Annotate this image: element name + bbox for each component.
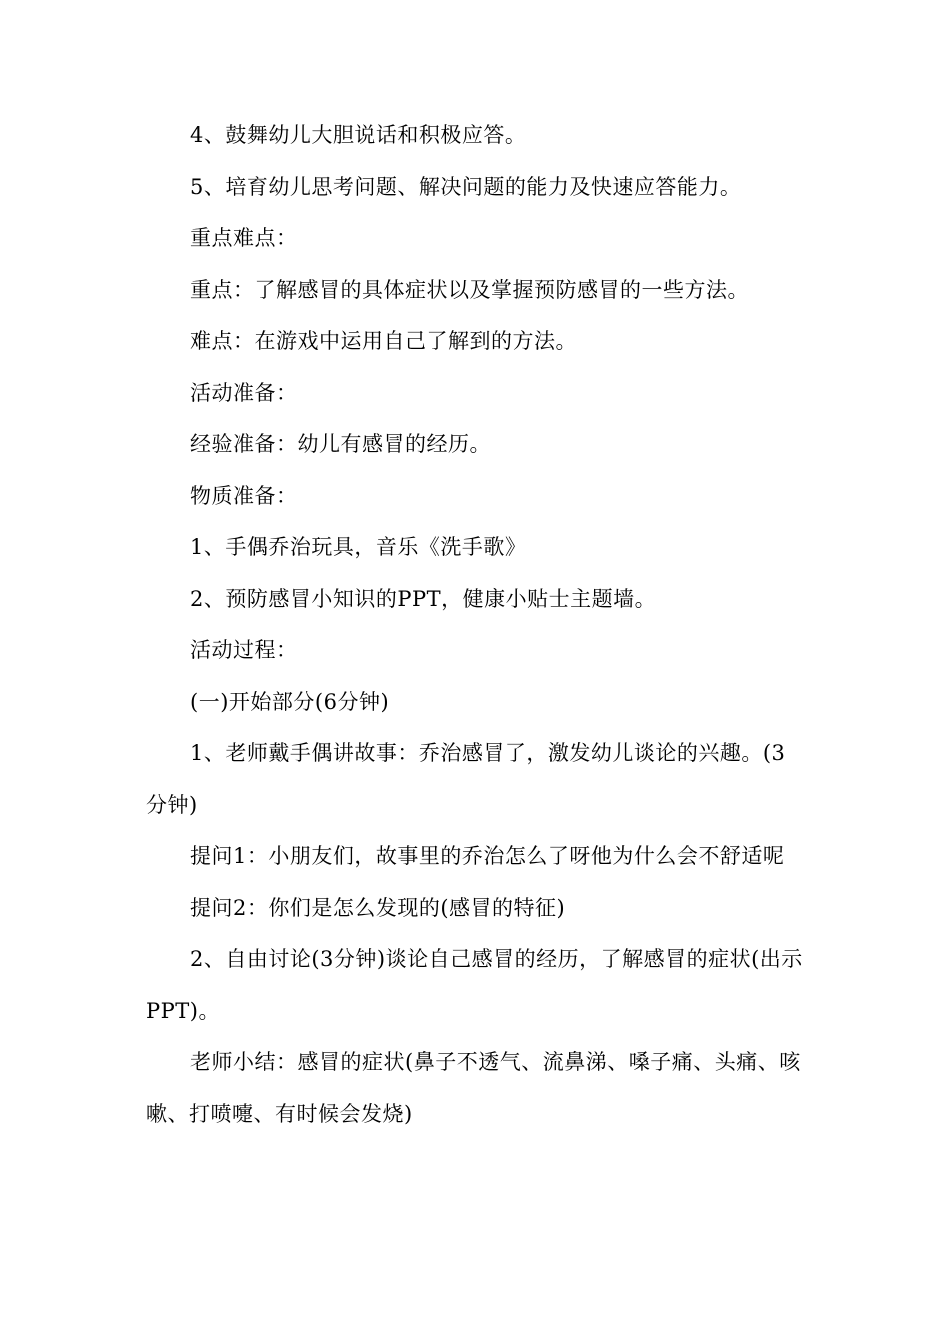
paragraph-question-1: 提问1：小朋友们，故事里的乔治怎么了呀他为什么会不舒适呢 (190, 844, 785, 868)
paragraph-material-1: 1、手偶乔治玩具，音乐《洗手歌》 (190, 535, 527, 559)
paragraph-objective-5: 5、培育幼儿思考问题、解决问题的能力及快速应答能力。 (190, 174, 742, 199)
paragraph-objective-4: 4、鼓舞幼儿大胆说话和积极应答。 (190, 123, 527, 147)
heading-activity-process: 活动过程： (190, 638, 298, 662)
paragraph-question-2: 提问2：你们是怎么发现的(感冒的特征) (190, 895, 566, 920)
heading-opening-section: (一)开始部分(6分钟) (190, 689, 390, 714)
paragraph-step-2: 2、自由讨论(3分钟)谈论自己感冒的经历，了解感冒的症状(出示PPT)。 (146, 947, 803, 1023)
document-body (146, 110, 806, 1140)
paragraph-key-point: 重点：了解感冒的具体症状以及掌握预防感冒的一些方法。 (190, 277, 749, 302)
paragraph-experience-preparation: 经验准备：幼儿有感冒的经历。 (190, 432, 491, 456)
heading-key-difficult-points: 重点难点： (190, 226, 298, 250)
paragraph-difficult-point: 难点：在游戏中运用自己了解到的方法。 (190, 329, 577, 353)
paragraph-step-1: 1、老师戴手偶讲故事：乔治感冒了，激发幼儿谈论的兴趣。(3分钟) (146, 741, 786, 817)
paragraph-material-2: 2、预防感冒小知识的PPT，健康小贴士主题墙。 (190, 586, 657, 611)
heading-material-preparation: 物质准备： (190, 483, 298, 508)
heading-activity-preparation: 活动准备： (190, 380, 298, 405)
paragraph-teacher-summary: 老师小结：感冒的症状(鼻子不透气、流鼻涕、嗓子痛、头痛、咳嗽、打喷嚏、有时候会发烧) (146, 1050, 801, 1126)
